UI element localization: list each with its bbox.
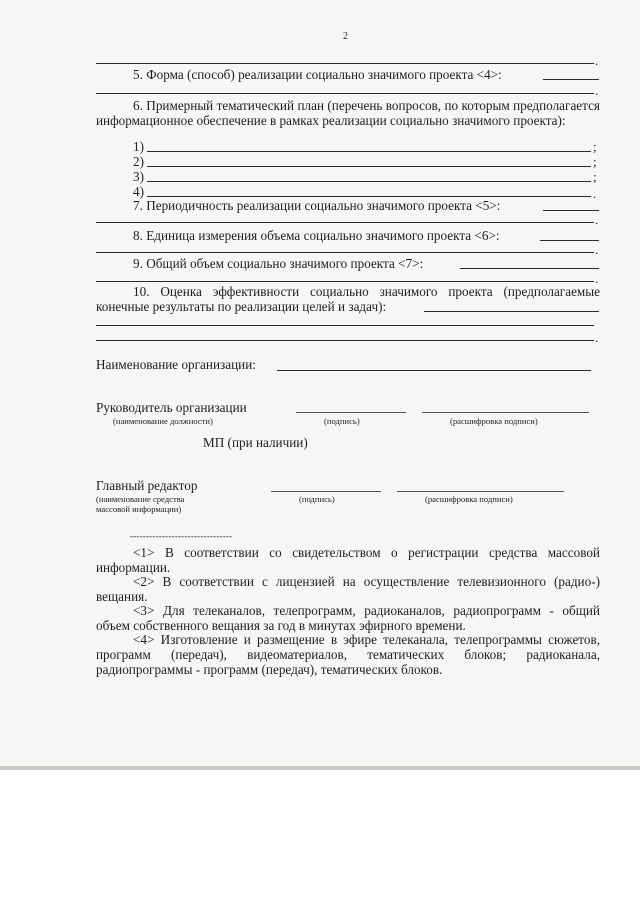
- semicolon-mark: ;: [593, 154, 597, 169]
- item9-field: [460, 268, 599, 269]
- footnote-2: <2> В соответствии с лицензией на осуществление телевизионного (радио-) вещания.: [96, 574, 600, 604]
- footnote-4: <4> Изготовление и размещение в эфире телеканала, телепрограммы сюжетов, программ (передач), видеоматериалов, тематических блоков; радиоканала, радиопрограммы - программ (передач), тематических блоков.: [96, 632, 600, 677]
- org-name-label: Наименование организации:: [96, 357, 256, 372]
- footnote-3: <3> Для телеканалов, телепрограмм, радиоканалов, радиопрограмм - общий объем собственного вещания за год в минутах эфирного времени.: [96, 603, 600, 633]
- item9-label: 9. Общий объем социально значимого проекта <7>:: [133, 256, 424, 271]
- item8-line: [96, 252, 594, 253]
- scan-edge: [0, 766, 640, 770]
- footnote-separator: --------------------------------: [130, 531, 233, 541]
- head-signature-caption: (подпись): [324, 416, 360, 426]
- head-position-caption: (наименование должности): [113, 416, 213, 426]
- plan-item-3-line: [147, 181, 591, 182]
- item10-line-1: [96, 325, 594, 326]
- head-label: Руководитель организации: [96, 400, 247, 415]
- item5-field: [543, 79, 599, 80]
- answer-line: [96, 63, 594, 64]
- period-mark: .: [593, 186, 597, 201]
- editor-caption-line2: массовой информации): [96, 504, 182, 514]
- period-mark: .: [595, 242, 599, 257]
- item10-field: [424, 311, 599, 312]
- item8-field: [540, 240, 599, 241]
- item7-field: [543, 210, 599, 211]
- editor-decoding-caption: (расшифровка подписи): [425, 494, 513, 504]
- period-mark: .: [595, 53, 599, 68]
- head-decoding-line: [422, 412, 589, 413]
- period-mark: .: [595, 271, 599, 286]
- item7-label: 7. Периодичность реализации социально значимого проекта <5>:: [133, 198, 501, 213]
- item7-line: [96, 222, 594, 223]
- editor-caption-line1: (наименование средства: [96, 494, 185, 504]
- footnote-1: <1> В соответствии со свидетельством о регистрации средства массовой информации.: [96, 545, 600, 575]
- period-mark: .: [595, 212, 599, 227]
- page-number: 2: [343, 31, 348, 42]
- head-decoding-caption: (расшифровка подписи): [450, 416, 538, 426]
- period-mark: .: [595, 83, 599, 98]
- org-name-line: [277, 370, 591, 371]
- period-mark: .: [595, 330, 599, 345]
- item5-line: [96, 93, 594, 94]
- plan-item-1-num: 1): [133, 139, 144, 154]
- stamp-label: МП (при наличии): [203, 435, 308, 450]
- item8-label: 8. Единица измерения объема социально значимого проекта <6>:: [133, 228, 500, 243]
- plan-item-3-num: 3): [133, 169, 144, 184]
- item10-line-2: [96, 340, 594, 341]
- item6-text: 6. Примерный тематический план (перечень вопросов, по которым предполагается информационное обеспечение в рамках реализации социально значимого проекта):: [96, 98, 600, 128]
- plan-item-4-line: [147, 196, 591, 197]
- semicolon-mark: ;: [593, 139, 597, 154]
- item10-text: 10. Оценка эффективности социально значимого проекта (предполагаемые конечные результаты по реализации целей и задач):: [96, 284, 600, 314]
- editor-decoding-line: [397, 491, 564, 492]
- plan-item-2-num: 2): [133, 154, 144, 169]
- plan-item-1-line: [147, 151, 591, 152]
- plan-item-2-line: [147, 166, 591, 167]
- item9-line: [96, 281, 594, 282]
- editor-signature-line: [271, 491, 381, 492]
- plan-item-4-num: 4): [133, 184, 144, 199]
- editor-label: Главный редактор: [96, 478, 198, 493]
- item5-label: 5. Форма (способ) реализации социально значимого проекта <4>:: [133, 67, 502, 82]
- semicolon-mark: ;: [593, 169, 597, 184]
- head-signature-line: [296, 412, 406, 413]
- editor-signature-caption: (подпись): [299, 494, 335, 504]
